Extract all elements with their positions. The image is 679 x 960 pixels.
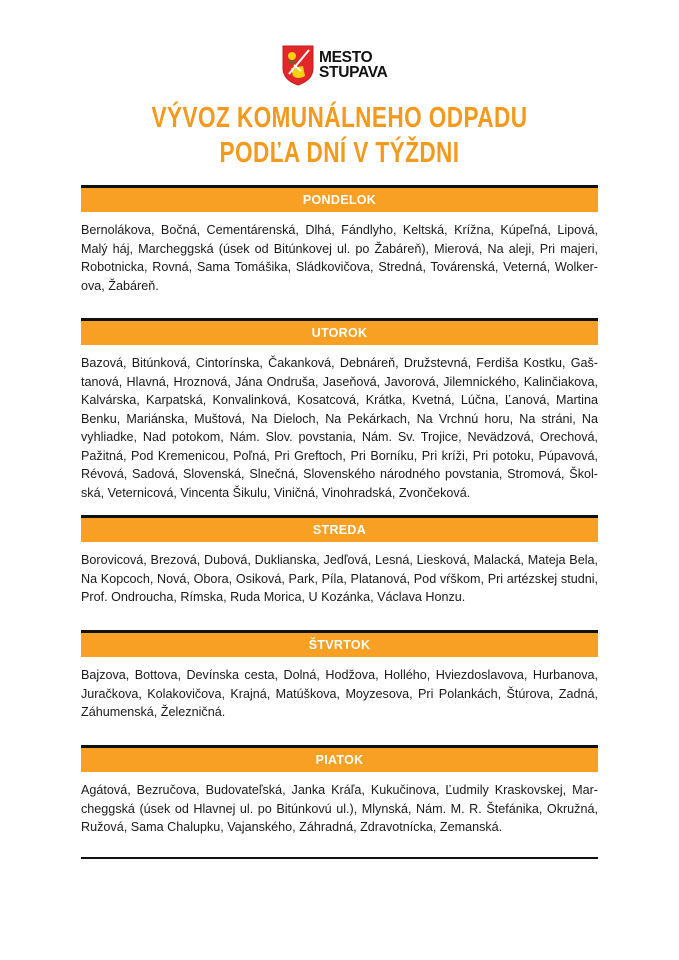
street-list <box>81 354 598 502</box>
street-list <box>81 781 598 837</box>
street-list <box>81 551 598 607</box>
street-list-line: Pažitná, Pod Kremenicou, Poľná, Pri Greftoch, Pri Borníku, Pri kríži, Pri potoku, Púpavová, <box>81 448 598 463</box>
day-header: PONDELOK <box>81 185 598 212</box>
street-list-line: Malý háj, Marcheggská (úsek od Bitúnkovej ul. po Žabáreň), Mierová, Na aleji, Pri majeri, <box>81 241 598 256</box>
street-list-line: Juračkova, Kolakovičova, Krajná, Matúškova, Moyzesova, Pri Polankách, Štúrova, Zadná, <box>81 686 598 701</box>
street-list-line: Prof. Ondroucha, Rímska, Ruda Morica, U Kozánka, Václava Honzu. <box>81 590 466 604</box>
street-list-line: Benku, Mariánska, Muštová, Na Dieloch, Na Pekárkach, Na Vrchnú horu, Na stráni, Na <box>81 411 598 426</box>
coat-of-arms-icon <box>281 44 315 86</box>
page-title-line1: VÝVOZ KOMUNÁLNEHO ODPADU <box>151 102 528 134</box>
street-list-line: Kalvárska, Karpatská, Konvalinková, Kosatcová, Krátka, Kvetná, Lúčna, Ľanová, Martina <box>81 393 598 407</box>
day-header: PIATOK <box>81 745 598 772</box>
logo-line2: STUPAVA <box>319 64 388 81</box>
street-list-line: Révová, Sadová, Slovenská, Slnečná, Slovenského národného povstania, Stromová, Škol- <box>81 467 598 481</box>
street-list-line: cheggská (úsek od Hlavnej ul. po Bitúnkovú ul.), Mlynská, Nám. M. R. Štefánika, Okružná, <box>81 801 598 816</box>
day-section <box>81 515 598 607</box>
street-list-line: Na Kopcoch, Nová, Obora, Osiková, Park, Píla, Platanová, Pod vŕškom, Pri artézskej studni, <box>81 571 598 586</box>
street-list-line: Agátová, Bezručova, Budovateľská, Janka Kráľa, Kukučinova, Ľudmily Kraskovskej, Mar- <box>81 783 598 797</box>
street-list-line: Záhumenská, Železničná. <box>81 705 226 719</box>
street-list-line: Bazová, Bitúnková, Cintorínska, Čakanková, Debnáreň, Družstevná, Ferdiša Kostku, Gaš- <box>81 356 598 370</box>
street-list <box>81 666 598 722</box>
street-list-line: Borovicová, Brezová, Dubová, Duklianska, Jedľová, Lesná, Liesková, Malacká, Mateja Bela, <box>81 553 598 567</box>
street-list-line: ova, Žabáreň. <box>81 278 159 293</box>
logo-line1: MESTO <box>319 49 373 66</box>
page-title-line2: PODĽA DNÍ V TÝŽDNI <box>219 137 460 169</box>
day-section <box>81 185 598 295</box>
day-header: UTOROK <box>81 318 598 345</box>
day-section <box>81 318 598 502</box>
street-list-line: vyhliadke, Nad potokom, Nám. Slov. povstania, Nám. Sv. Trojice, Nevädzová, Orechová, <box>81 430 598 444</box>
street-list-line: Ružová, Sama Chalupku, Vajanského, Záhradná, Zdravotnícka, Zemanská. <box>81 820 503 834</box>
street-list-line: Bajzova, Bottova, Devínska cesta, Dolná, Hodžova, Hollého, Hviezdoslavova, Hurbanova, <box>81 668 598 682</box>
day-header: ŠTVRTOK <box>81 630 598 657</box>
street-list-line: Bernolákova, Bočná, Cementárenská, Dlhá, Fándlyho, Keltská, Krížna, Kúpeľná, Lipová, <box>81 223 598 237</box>
bottom-divider <box>81 857 598 859</box>
street-list-line: tanová, Hlavná, Hroznová, Jána Ondruša, Jaseňová, Javorová, Jilemnického, Kalinčiakova, <box>81 374 598 389</box>
stupava-logo <box>281 44 388 86</box>
day-section <box>81 745 598 837</box>
day-header: STREDA <box>81 515 598 542</box>
day-section <box>81 630 598 722</box>
street-list <box>81 221 598 295</box>
street-list-line: Robotnicka, Rovná, Sama Tomášika, Sládkovičova, Stredná, Továrenská, Veterná, Wolker- <box>81 260 598 274</box>
street-list-line: ská, Veternicová, Vincenta Šikulu, Viničná, Vinohradská, Zvončeková. <box>81 485 471 500</box>
